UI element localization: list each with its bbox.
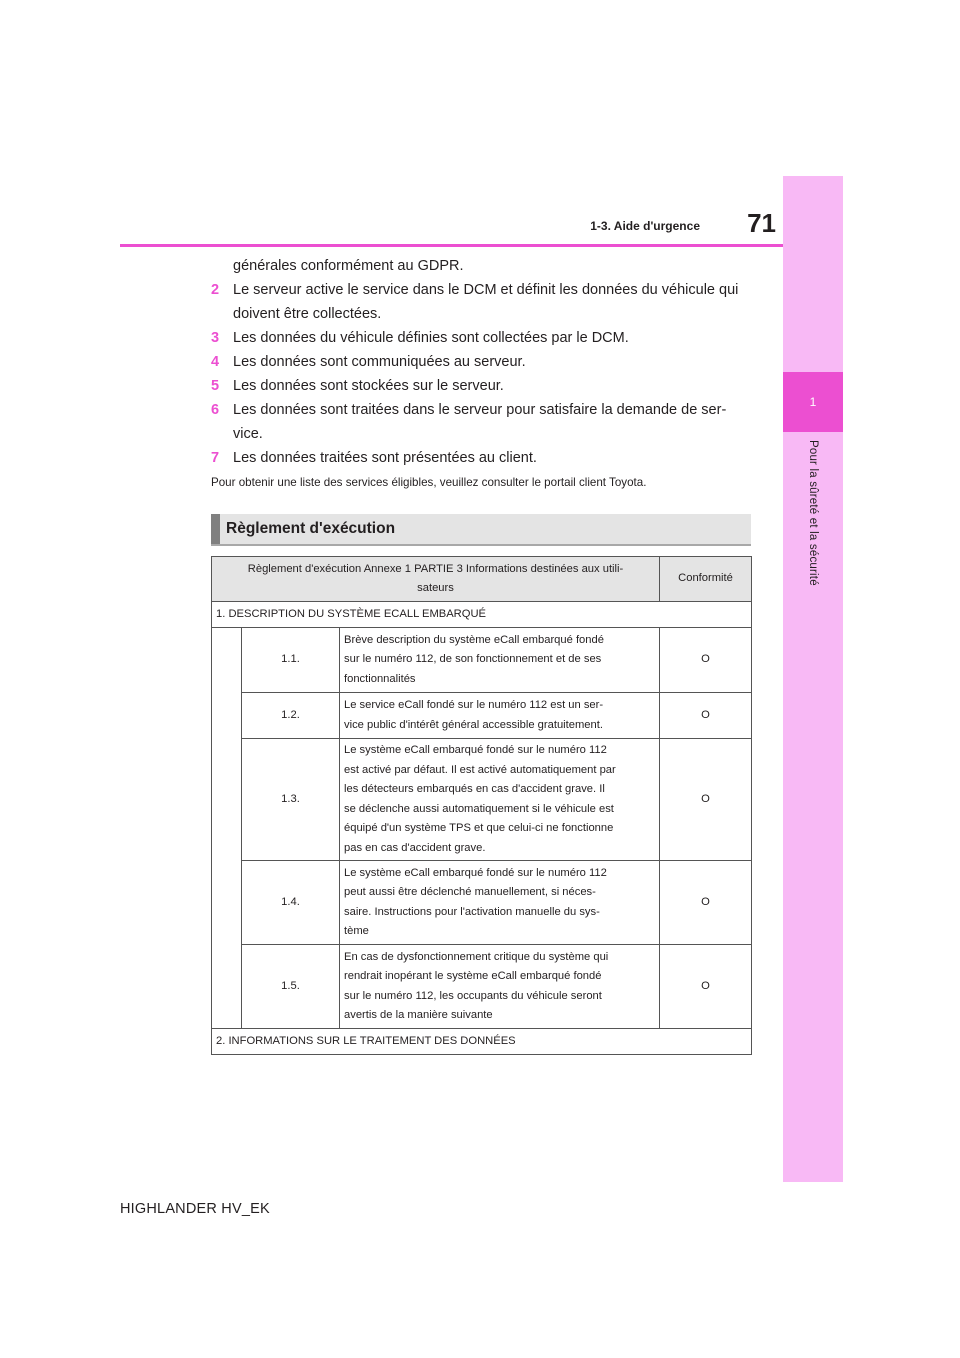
header-rule bbox=[120, 244, 783, 247]
chapter-number-badge: 1 bbox=[783, 372, 843, 432]
step-line: Les données sont stockées sur le serveur. bbox=[233, 378, 504, 394]
step-line: Le serveur active le service dans le DCM et définit les données du véhicule qui bbox=[233, 282, 739, 298]
step-line: Les données traitées sont présentées au client. bbox=[233, 450, 537, 466]
header-line: Règlement d'exécution Annexe 1 PARTIE 3 Informations destinées aux utili- bbox=[247, 562, 624, 575]
description-line: rendrait inopérant le système eCall embarqué fondé bbox=[344, 970, 602, 982]
item-number: 1.1. bbox=[242, 628, 340, 693]
step-number: 3 bbox=[211, 330, 220, 346]
description-line: pas en cas d'accident grave. bbox=[344, 841, 486, 854]
item-conformity: O bbox=[660, 693, 752, 739]
item-description bbox=[340, 861, 660, 945]
item-conformity: O bbox=[660, 861, 752, 945]
step-text bbox=[233, 374, 504, 398]
heading-bar bbox=[211, 514, 220, 544]
description-line: tème bbox=[344, 925, 369, 937]
step-text bbox=[233, 326, 629, 350]
description-line: Le service eCall fondé sur le numéro 112 est un ser- bbox=[344, 699, 604, 711]
chapter-side-tab bbox=[783, 176, 843, 1182]
table-row bbox=[212, 945, 752, 1029]
body-text bbox=[211, 254, 756, 492]
description-line: avertis de la manière suivante bbox=[344, 1009, 493, 1021]
indent-cell bbox=[212, 628, 242, 1029]
step-item bbox=[211, 350, 756, 374]
description-line: vice public d'intérêt général accessible gratuitement. bbox=[344, 718, 603, 731]
step-number: 5 bbox=[211, 378, 220, 394]
item-conformity: O bbox=[660, 628, 752, 693]
section-heading bbox=[211, 514, 751, 546]
regulation-table bbox=[211, 556, 752, 1055]
step-line: Les données sont traitées dans le serveur pour satisfaire la demande de ser- bbox=[233, 402, 727, 418]
table-row bbox=[212, 861, 752, 945]
item-conformity: O bbox=[660, 945, 752, 1029]
note-text: Pour obtenir une liste des services éligibles, veuillez consulter le portail client Toyota. bbox=[211, 476, 647, 489]
step-item bbox=[211, 374, 756, 398]
step-line: vice. bbox=[233, 426, 263, 442]
page-number: 71 bbox=[747, 208, 776, 238]
description-line: les détecteurs embarqués en cas d'accident grave. Il bbox=[344, 783, 605, 795]
item-conformity: O bbox=[660, 739, 752, 861]
description-line: est activé par défaut. Il est activé automatiquement par bbox=[344, 763, 616, 776]
item-number: 1.5. bbox=[242, 945, 340, 1029]
item-number: 1.4. bbox=[242, 861, 340, 945]
step-list bbox=[211, 278, 756, 470]
group2-title: 2. INFORMATIONS SUR LE TRAITEMENT DES DONNÉES bbox=[212, 1029, 752, 1055]
item-number: 1.2. bbox=[242, 693, 340, 739]
step-item bbox=[211, 398, 756, 446]
chapter-title: Pour la sûreté et la sécurité bbox=[807, 440, 819, 586]
item-description bbox=[340, 693, 660, 739]
description-line: peut aussi être déclenché manuellement, si néces- bbox=[344, 886, 596, 898]
description-line: se déclenche aussi automatiquement si le véhicule est bbox=[344, 802, 614, 815]
item-description bbox=[340, 945, 660, 1029]
header-conformity: Conformité bbox=[660, 557, 752, 602]
description-line: Le système eCall embarqué fondé sur le numéro 112 bbox=[344, 744, 607, 756]
table-row bbox=[212, 739, 752, 861]
description-line: Brève description du système eCall embarqué fondé bbox=[344, 633, 604, 646]
description-line: fonctionnalités bbox=[344, 672, 416, 685]
item-description bbox=[340, 628, 660, 693]
table-row bbox=[212, 693, 752, 739]
table-row bbox=[212, 628, 752, 693]
step-number: 7 bbox=[211, 450, 220, 466]
group1-title: 1. DESCRIPTION DU SYSTÈME ECALL EMBARQUÉ bbox=[212, 602, 752, 628]
step-item bbox=[211, 326, 756, 350]
step-line: Les données du véhicule définies sont collectées par le DCM. bbox=[233, 330, 629, 346]
step-line: Les données sont communiquées au serveur. bbox=[233, 354, 526, 370]
header-description bbox=[212, 557, 660, 602]
table-header-row bbox=[212, 557, 752, 602]
description-line: sur le numéro 112, les occupants du véhicule seront bbox=[344, 989, 602, 1002]
step-item bbox=[211, 446, 756, 470]
description-line: équipé d'un système TPS et que celui-ci ne fonctionne bbox=[344, 822, 614, 834]
continued-line: générales conformément au GDPR. bbox=[233, 258, 464, 274]
item-number: 1.3. bbox=[242, 739, 340, 861]
group-row bbox=[212, 1029, 752, 1055]
step-text bbox=[233, 446, 537, 470]
footer-model: HIGHLANDER HV_EK bbox=[120, 1201, 270, 1217]
step-line: doivent être collectées. bbox=[233, 306, 382, 322]
step-item bbox=[211, 278, 756, 326]
description-line: En cas de dysfonctionnement critique du système qui bbox=[344, 950, 609, 963]
step-number: 4 bbox=[211, 354, 220, 370]
section-title: Règlement d'exécution bbox=[226, 520, 396, 537]
group-row bbox=[212, 602, 752, 628]
step-number: 6 bbox=[211, 402, 220, 418]
description-line: Le système eCall embarqué fondé sur le numéro 112 bbox=[344, 866, 607, 879]
header-line: sateurs bbox=[417, 582, 454, 594]
description-line: sur le numéro 112, de son fonctionnement et de ses bbox=[344, 653, 602, 666]
step-text bbox=[233, 278, 738, 326]
description-line: saire. Instructions pour l'activation manuelle du sys- bbox=[344, 905, 600, 918]
step-text bbox=[233, 398, 726, 446]
step-number: 2 bbox=[211, 282, 220, 298]
item-description bbox=[340, 739, 660, 861]
section-label: 1-3. Aide d'urgence bbox=[590, 219, 700, 233]
step-text bbox=[233, 350, 526, 374]
